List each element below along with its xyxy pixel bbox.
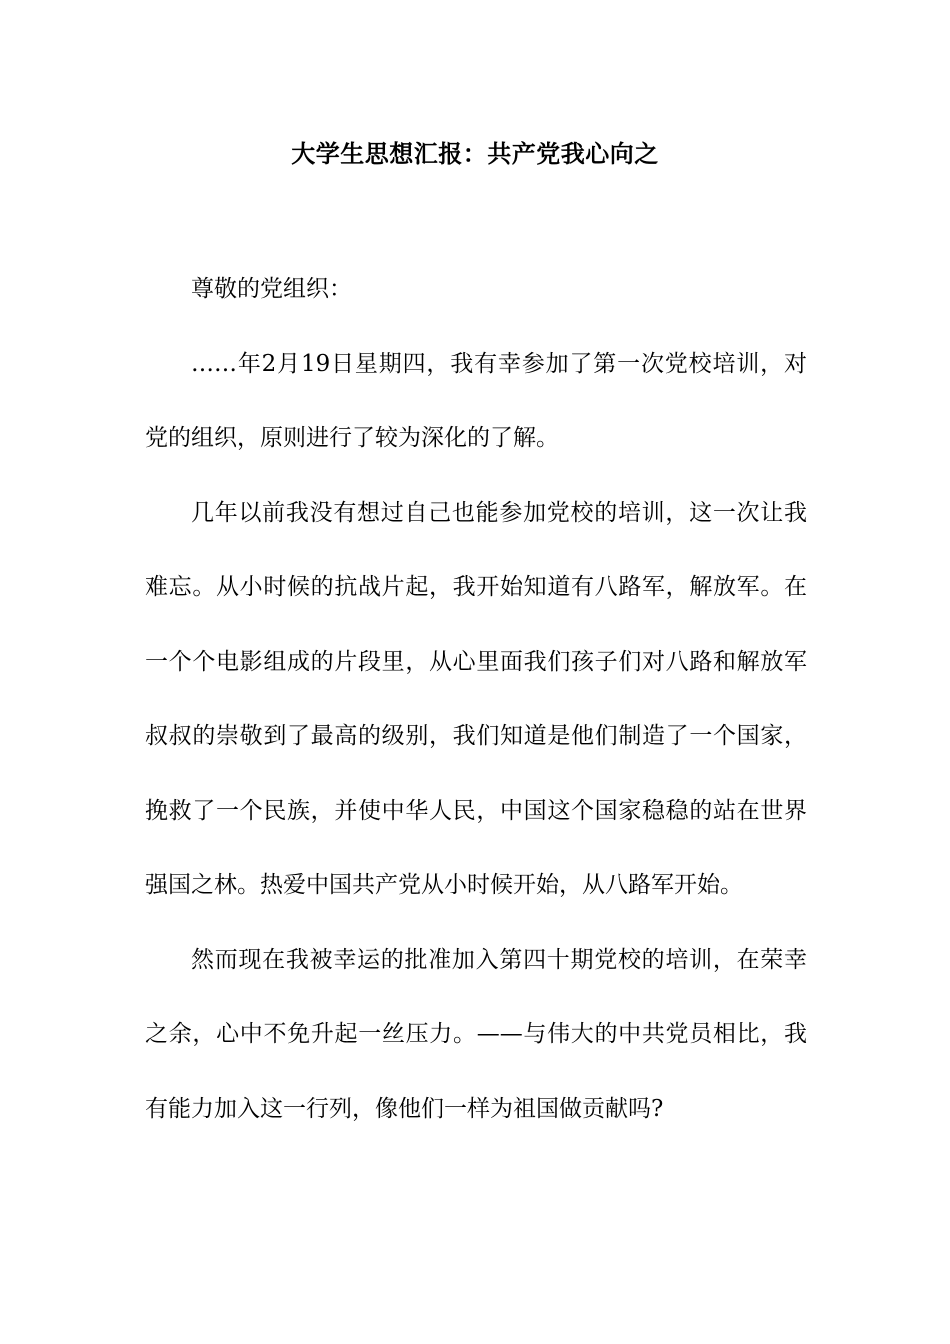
document-title: 大学生思想汇报：共产党我心向之 (291, 139, 659, 168)
body-paragraph: 几年以前我没有想过自己也能参加党校的培训，这一次让我难忘。从小时候的抗战片起，我开始知道有八路军，解放军。在一个个电影组成的片段里，从心里面我们孩子们对八路和解放军叔叔的崇敬到了最高的级别，我们知道是他们制造了一个国家，挽救了一个民族，并使中华人民，中国这个国家稳稳的站在世界强国之林。热爱中国共产党从小时候开始，从八路军开始。 (145, 499, 807, 898)
body-paragraph: 然而现在我被幸运的批准加入第四十期党校的培训，在荣幸之余，心中不免升起一丝压力。——与伟大的中共党员相比，我有能力加入这一行列，像他们一样为祖国做贡献吗? (145, 946, 807, 1122)
salutation-paragraph: 尊敬的党组织： (191, 276, 352, 302)
body-paragraph: ……年2月19日星期四，我有幸参加了第一次党校培训，对党的组织，原则进行了较为深化的了解。 (145, 350, 807, 451)
document-body (145, 252, 807, 1146)
